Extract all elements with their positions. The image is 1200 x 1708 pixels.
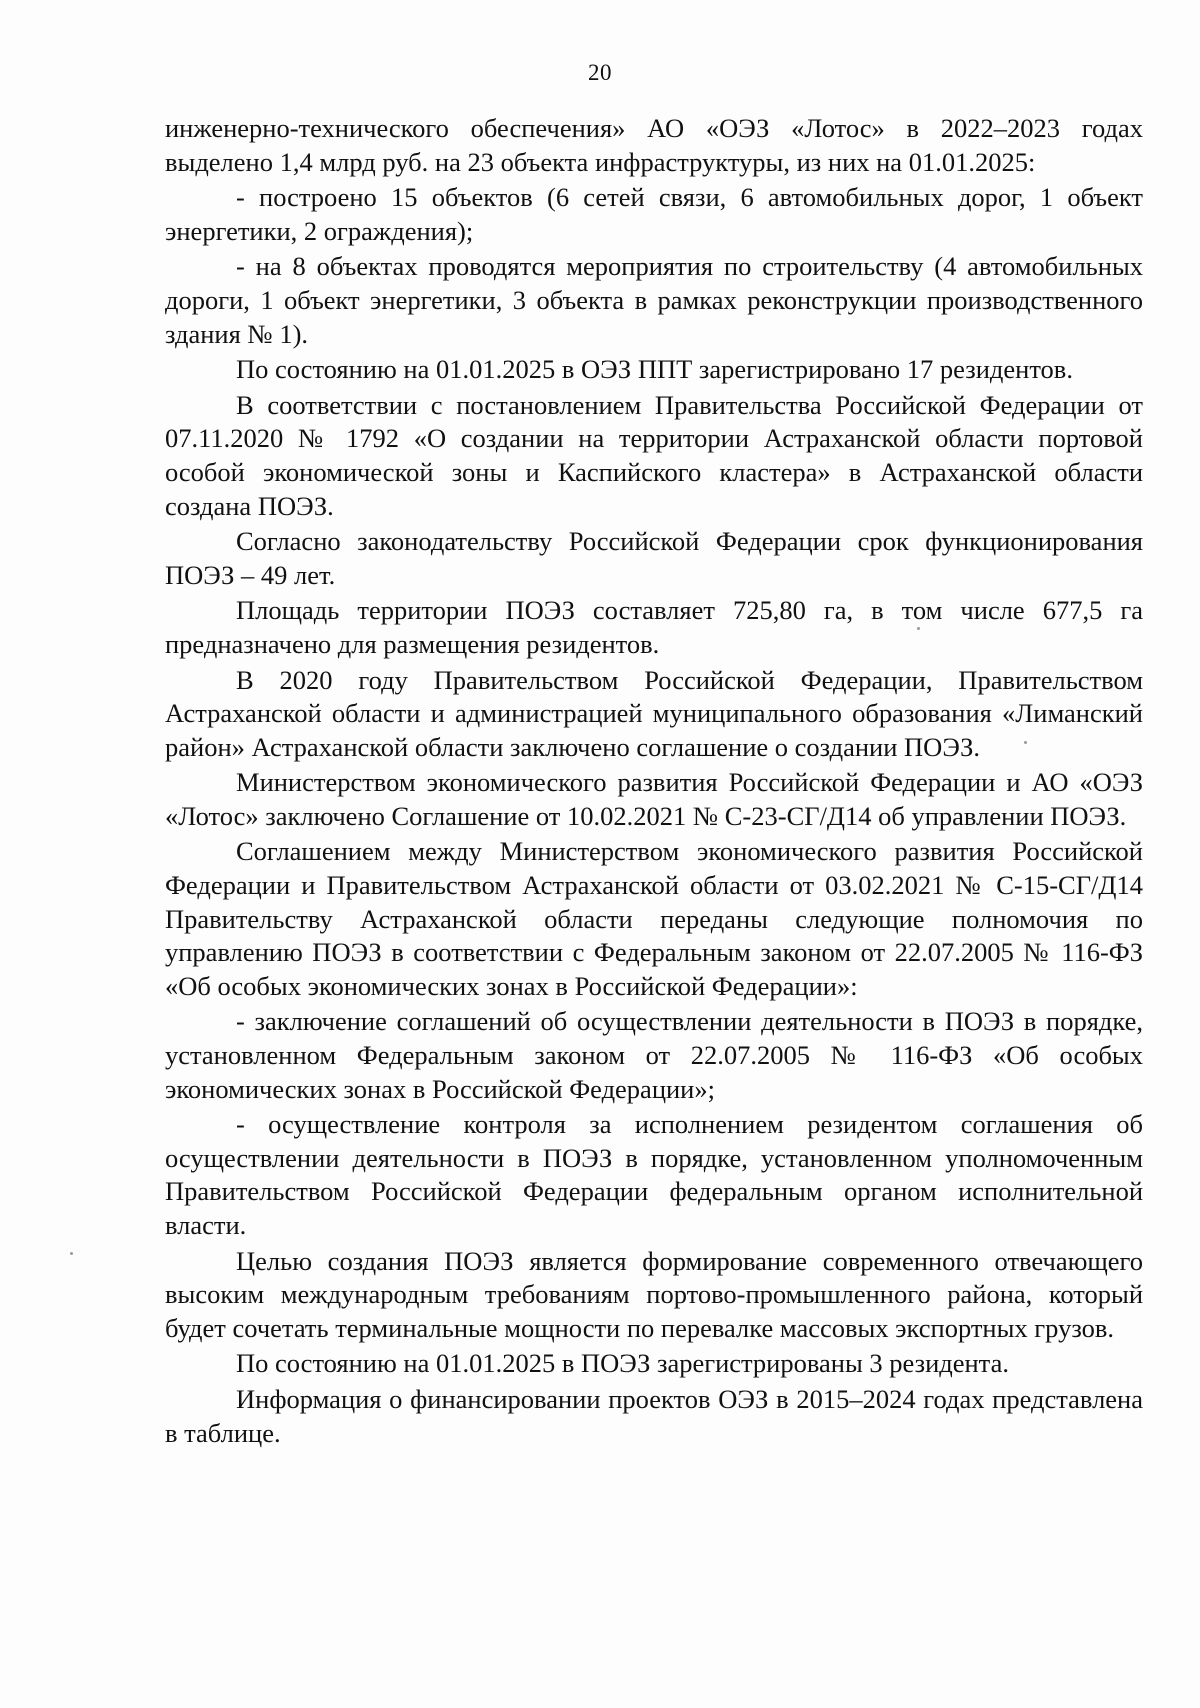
paragraph: По состоянию на 01.01.2025 в ОЭЗ ППТ зарегистрировано 17 резидентов. [236,354,1073,385]
paragraph: - осуществление контроля за исполнением резидентом соглашения об осуществлении деятельности в ПОЭЗ в порядке, установленном уполномоченным Правительством Российской Федерации федеральным органом исполнительной власти. [165,1109,1143,1240]
paragraph: Целью создания ПОЭЗ является формирование современного отвечающего высоким международным требованиям портово-промышленного района, который будет сочетать терминальные мощности по перевалке массовых экспортных грузов. [165,1245,1143,1343]
paragraph: Согласно законодательству Российской Федерации срок функционирования ПОЭЗ – 49 лет. [165,526,1143,590]
paragraph: Соглашением между Министерством экономического развития Российской Федерации и Правительством Астраханской области от 03.02.2021 № С-15-СГ/Д14 Правительству Астраханской области переданы следующие полномочия по управлению ПОЭЗ в соответствии с Федеральным законом от 22.07.2005 № 116-ФЗ «Об особых экономических зонах в Российской Федерации»: [165,836,1143,1001]
scan-speck [70,1252,73,1255]
scan-speck [917,627,920,630]
paragraph: - заключение соглашений об осуществлении деятельности в ПОЭЗ в порядке, установленном Федеральным законом от 22.07.2005 № 116-ФЗ «Об особых экономических зонах в Российской Федерации»; [165,1006,1143,1104]
paragraph: Площадь территории ПОЭЗ составляет 725,80 га, в том числе 677,5 га предназначено для размещения резидентов. [165,595,1143,659]
paragraph: Информация о финансировании проектов ОЭЗ в 2015–2024 годах представлена в таблице. [165,1383,1143,1448]
paragraph: - на 8 объектах проводятся мероприятия по строительству (4 автомобильных дороги, 1 объект энергетики, 3 объекта в рамках реконструкции производственного здания № 1). [165,251,1143,349]
page-number: 20 [588,60,612,85]
document-body [165,112,1143,1452]
paragraph: По состоянию на 01.01.2025 в ПОЭЗ зарегистрированы 3 резидента. [236,1348,1009,1379]
paragraph: Министерством экономического развития Российской Федерации и АО «ОЭЗ «Лотос» заключено Соглашение от 10.02.2021 № С-23-СГ/Д14 об управлении ПОЭЗ. [165,767,1143,831]
paragraph: инженерно-технического обеспечения» АО «ОЭЗ «Лотос» в 2022–2023 годах выделено 1,4 млрд руб. на 23 объекта инфраструктуры, из них на 01.01.2025: [165,113,1143,177]
paragraph: - построено 15 объектов (6 сетей связи, 6 автомобильных дорог, 1 объект энергетики, 2 ограждения); [165,182,1143,246]
paragraph: В соответствии с постановлением Правительства Российской Федерации от 07.11.2020 № 1792 «О создании на территории Астраханской области портовой особой экономической зоны и Каспийского кластера» в Астраханской области создана ПОЭЗ. [165,389,1143,521]
paragraph: В 2020 году Правительством Российской Федерации, Правительством Астраханской области и администрацией муниципального образования «Лиманский район» Астраханской области заключено соглашение о создании ПОЭЗ. [165,664,1143,762]
scan-speck [1024,741,1027,744]
